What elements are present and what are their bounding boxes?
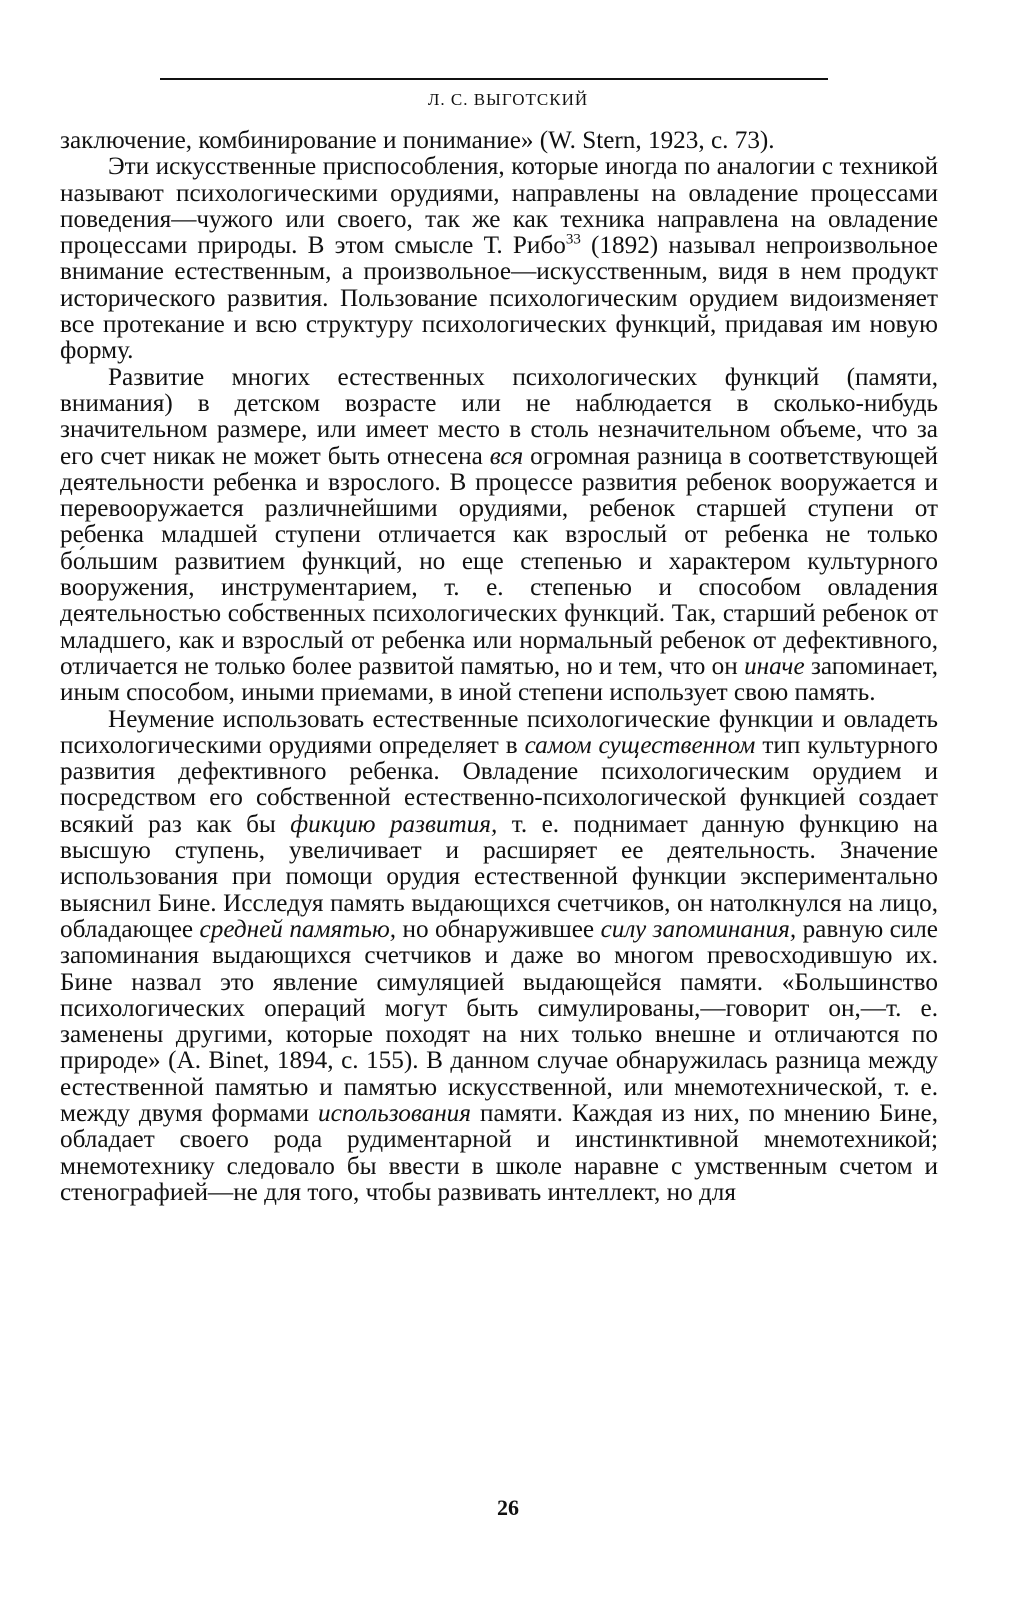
header-rule	[160, 78, 828, 80]
text-run: заключение, комбинирование и понимание» (W. Stern, 1923, с. 73).	[60, 127, 775, 154]
italic-text: иначе	[744, 652, 805, 680]
italic-text: вся	[489, 442, 524, 470]
text-run: запоминает, иным способом, иными приемами, в иной степени использует свою память.	[60, 652, 938, 707]
text-run: тип культурного развития дефективного ребенка. Овладение психологическим орудием и посредством его собственной естественно-психологической функцией создает всякий раз как бы	[60, 731, 938, 838]
text-run: огромная разница в соответствующей деятельности ребенка и взрослого. В процессе развития ребенок вооружается и перевооружается различнейшими орудиями, ребенок старшей ступени от ребенка младшей ступени отличается как взрослый от ребенка не только бо́льшим развитием функций, но еще степенью и характером культурного вооружения, инструментарием, т. е. степенью и способом овладения деятельностью собственных психологических функций. Так, старший ребенок от младшего, как и взрослый от ребенка или нормальный ребенок от дефективного, отличается не только более развитой памятью, но и тем, что он	[60, 442, 938, 680]
text-run: Развитие многих естественных психологических функций (памяти, внимания) в детском возрасте или не наблюдается в сколько-нибудь значительном размере, или имеет место в столь незначительном объеме, что за его счет никак не может быть отнесена	[60, 363, 938, 470]
text-run: т. е. поднимает данную функцию на высшую ступень, увеличивает и расширяет ее деятельность. Значение использования при помощи орудия естественной функции экспериментально выяснил Бине. Исследуя память выдающихся счетчиков, он натолкнулся на лицо, обладающее	[60, 810, 938, 943]
italic-text: средней памятью,	[199, 915, 397, 943]
italic-text: силу запоминания,	[600, 915, 797, 943]
text-run: равную силе запоминания выдающихся счетчиков и даже во многом превосходившую их. Бине назвал это явление симуляцией выдающейся памяти. «Большинство психологических операций могут быть симулированы,—говорит он,—т. е. заменены другими, которые походят на них только внешне и отличаются по природе» (A. Binet, 1894, с. 155). В данном случае обнаружилась разница между естественной памятью и памятью искусственной, или мнемотехнической, т. е. между двумя формами	[60, 915, 938, 1127]
italic-text: использования	[317, 1099, 471, 1127]
paragraph	[60, 365, 938, 707]
footnote-ref: 33	[565, 231, 581, 248]
running-head: Л. С. ВЫГОТСКИЙ	[427, 90, 589, 109]
text-run: Неумение использовать естественные психологические функции и овладеть психологическими орудиями определяет в	[60, 705, 938, 759]
page-number: 26	[497, 1495, 519, 1520]
paragraph	[60, 707, 938, 1207]
paragraph	[60, 154, 938, 364]
text-run: но обнаружившее	[396, 915, 601, 943]
text-run: Эти искусственные приспособления, которые иногда по аналогии с техникой называют психологическими орудиями, направлены на овладение процессами поведения—чужого или своего, так же как техника направлена на овладение процессами природы. В этом смысле Т. Рибо	[60, 153, 938, 260]
body-text	[60, 128, 938, 1206]
text-run: (1892) называл непроизвольное внимание естественным, а произвольное—искусственным, видя в нем продукт исторического развития. Пользование психологическим орудием видоизменяет все протекание и всю структуру психологических функций, придавая им новую форму.	[60, 232, 938, 365]
italic-text: фикцию развития,	[290, 810, 498, 838]
paragraph	[60, 128, 938, 154]
text-run: памяти. Каждая из них, по мнению Бине, обладает своего рода рудиментарной и инстинктивной мнемотехникой; мнемотехнику следовало бы ввести в школе наравне с умственным счетом и стенографией—не для того, чтобы развивать интеллект, но для	[60, 1099, 938, 1206]
italic-text: самом существенном	[524, 731, 756, 759]
